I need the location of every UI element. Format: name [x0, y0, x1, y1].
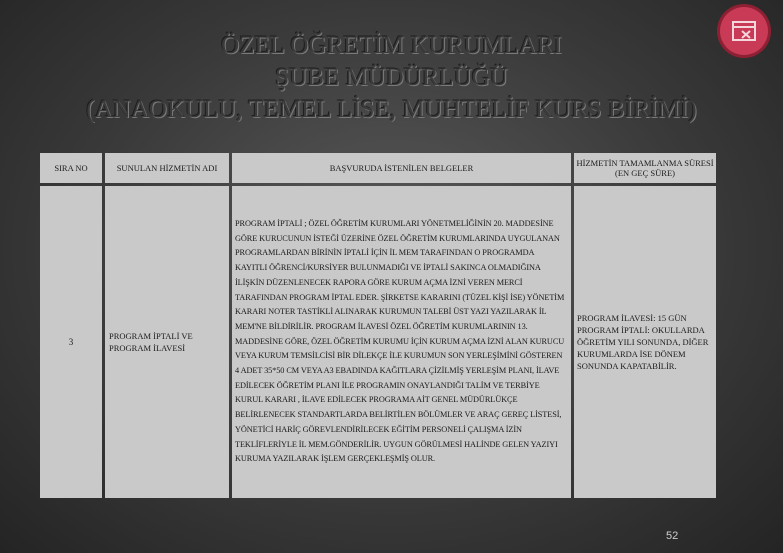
- page-number: 52: [666, 530, 679, 542]
- page-title: [0, 30, 783, 126]
- cell-belgeler: PROGRAM İPTALİ ; ÖZEL ÖĞRETİM KURUMLARI YÖNETMELİĞİNİN 20. MADDESİNE GÖRE KURUCUNUN İSTEĞİ ÜZERİNE ÖZEL ÖĞRETİM KURUMLARINDA UYGULANAN PROGRAMLARDAN BİRİNİN İPTALİ İÇİN İL MEM TARAFINDAN O PROGRAMDA KAYITLI ÖĞRENCİ/KURSİYER BULUNMADIĞI VE İPTALİ SAKINCA OLMADIĞINA İLİŞKİN DÜZENLENECEK RAPORA GÖRE KURUM AÇMA İZNİ VEREN MERCİ TARAFINDAN PROGRAM İPTAL EDER. ŞİRKETSE KARARINI (TÜZEL KİŞİ İSE) YÖNETİM KARARI NOTER TASTİKLİ ALINARAK KURUMUN TALEBİ ÜST YAZI YAZILARAK İL MEM'NE BİLDİRİLİR. PROGRAM İLAVESİ ÖZEL ÖĞRETİM KURUMLARININ 13. MADDESİNE GÖRE, ÖZEL ÖĞRETİM KURUMU İÇİN KURUM AÇMA İZNİ ALAN KURUCU VEYA KURUM TEMSİLCİSİ BİR DİLEKÇE İLE KURUMUN SON YERLEŞİMİNİ GÖSTEREN 4 ADET 35*50 CM VEYA A3 EBADINDA KAĞITLARA ÇİZİLMİŞ YERLEŞİM PLANI, İLAVE EDİLECEK ÖĞRETİM PLANI İLE PROGRAMIN ONAYLANDIĞI TALİM VE TERBİYE KURUL KARARI , İLAVE EDİLECEK PROGRAMA AİT GENEL MÜDÜRLÜKÇE BELİRLENECEK STANDARTLARDA BELİRTİLEN BÖLÜMLER VE ARAÇ GEREÇ LİSTESİ, YÖNETİCİ HARİÇ GÖREVLENDİRİLECEK EĞİTİM PERSONELİ ÇALIŞMA İZİN TEKLİFLERİYLE İL MEM.GÖNDERİLİR. UYGUN GÖRÜLMESİ HALİNDE GELEN YAZIYI KURUMA YAZILARAK İŞLEM GERÇEKLEŞMİŞ OLUR.: [232, 186, 571, 498]
- table-row: [40, 186, 716, 498]
- header-sira-no: SIRA NO: [40, 153, 102, 183]
- presentation-exit-button[interactable]: [720, 7, 768, 55]
- header-belgeler: BAŞVURUDA İSTENİLEN BELGELER: [232, 153, 571, 183]
- presentation-exit-icon: [720, 7, 768, 55]
- cell-sure: PROGRAM İLAVESİ: 15 GÜN PROGRAM İPTALİ: OKULLARDA ÖĞRETİM YILI SONUNDA, DİĞER KURUMLARDA İSE DÖNEM SONUNDA KAPATABİLİR.: [574, 186, 716, 498]
- table-header-row: [40, 153, 716, 183]
- title-line-2: ŞUBE MÜDÜRLÜĞÜ: [275, 64, 508, 91]
- header-hizmet-adi: SUNULAN HİZMETİN ADI: [105, 153, 229, 183]
- header-sure: HİZMETİN TAMAMLANMA SÜRESİ (EN GEÇ SÜRE): [574, 153, 716, 183]
- cell-sira-no: 3: [40, 186, 102, 498]
- services-table: [37, 150, 719, 501]
- cell-hizmet-adi: PROGRAM İPTALİ VE PROGRAM İLAVESİ: [105, 186, 229, 498]
- title-line-3: (ANAOKULU, TEMEL LİSE, MUHTELİF KURS BİRİMİ): [86, 96, 697, 123]
- title-line-1: ÖZEL ÖĞRETİM KURUMLARI: [221, 32, 562, 59]
